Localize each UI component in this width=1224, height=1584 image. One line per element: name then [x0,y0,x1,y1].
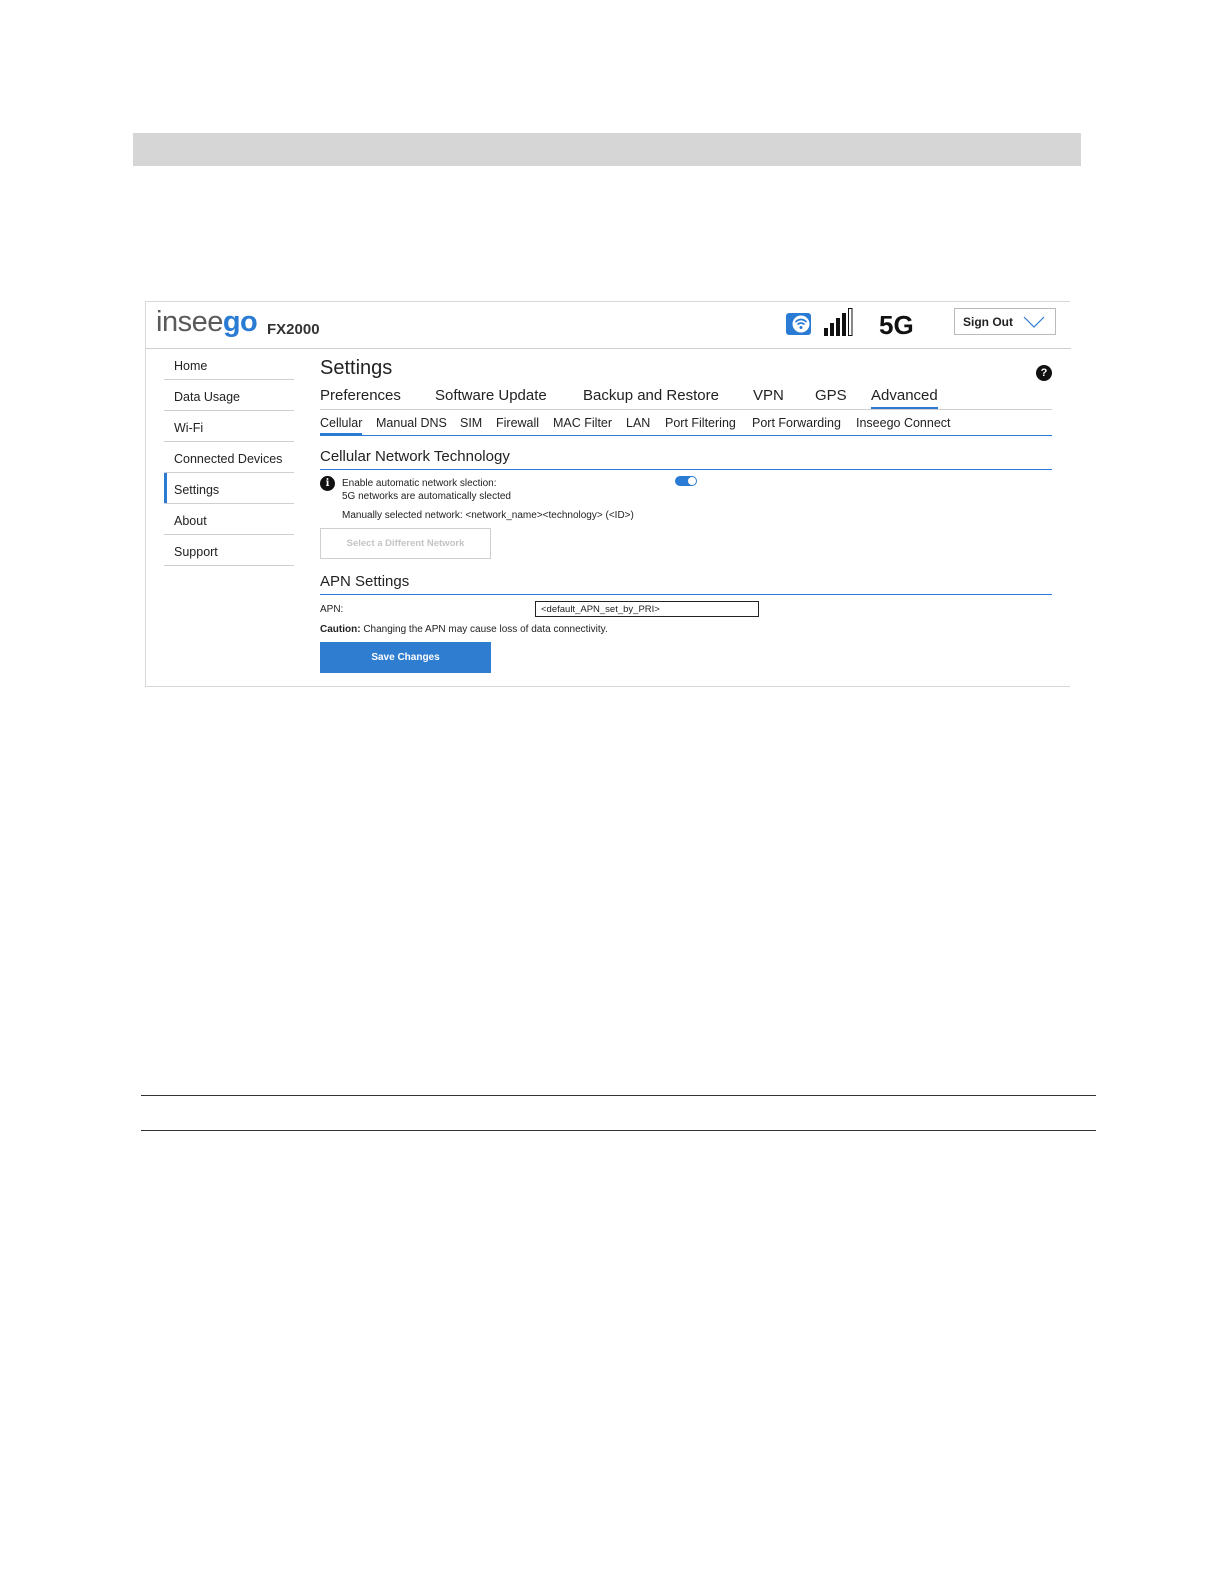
sidebar-item-label: Data Usage [174,390,241,404]
sidebar-item-label: Wi-Fi [174,421,204,435]
signal-strength-icon [824,308,854,336]
header-band [133,133,1081,166]
subtab-inseego-connect[interactable]: Inseego Connect [856,416,951,430]
top-bar [146,302,1071,349]
apn-section-title: APN Settings [320,573,410,590]
inseego-logo: inseego [156,306,258,338]
apn-input[interactable] [535,601,759,617]
network-type-indicator: 5G [879,310,914,340]
cellular-section-title: Cellular Network Technology [320,448,510,465]
auto-selection-label: Enable automatic network slection: [342,478,497,489]
auto-selection-note: 5G networks are automatically slected [342,491,511,502]
tab-preferences[interactable]: Preferences [320,387,401,404]
advanced-subtabs [320,416,1052,436]
tab-software-update[interactable]: Software Update [435,387,547,404]
sidebar-item-connected-devices[interactable] [164,442,294,473]
sidebar-item-wifi[interactable] [164,411,294,442]
caution-text: Changing the APN may cause loss of data connectivity. [360,624,608,635]
subtab-firewall[interactable]: Firewall [496,416,540,430]
wifi-status-icon [786,313,811,335]
device-model: FX2000 [267,321,320,338]
sidebar-item-label: Support [174,545,218,559]
sidebar-item-home[interactable] [164,349,294,380]
select-different-network-button[interactable]: Select a Different Network [320,528,491,559]
subtab-sim[interactable]: SIM [460,416,483,430]
subtab-port-filtering[interactable]: Port Filtering [665,416,736,430]
section-divider [320,594,1052,595]
router-web-ui [145,301,1070,687]
footer-rule-bottom [141,1130,1096,1131]
tab-backup-restore[interactable]: Backup and Restore [583,387,719,404]
subtab-port-forwarding[interactable]: Port Forwarding [752,416,841,430]
apn-label: APN: [320,604,344,615]
manual-network-line: Manually selected network: <network_name><technology> (<ID>) [342,510,634,521]
section-divider [320,469,1052,470]
sidebar-item-label: Home [174,359,208,373]
sidebar-item-label: Connected Devices [174,452,283,466]
sidebar-nav [164,349,294,566]
subtab-lan[interactable]: LAN [626,416,651,430]
tab-advanced[interactable]: Advanced [871,387,938,404]
info-icon: i [320,476,335,491]
help-icon[interactable]: ? [1036,365,1052,381]
caution-label: Caution: [320,624,361,635]
chevron-down-icon [1023,316,1045,328]
subtab-manual-dns[interactable]: Manual DNS [376,416,447,430]
subtab-mac-filter[interactable]: MAC Filter [553,416,613,430]
sidebar-item-label: About [174,514,207,528]
auto-selection-toggle[interactable] [675,476,697,486]
sidebar-item-data-usage[interactable] [164,380,294,411]
sidebar-item-support[interactable] [164,535,294,566]
sign-out-dropdown[interactable] [954,308,1056,335]
subtab-cellular[interactable]: Cellular [320,416,363,430]
settings-tabs [320,387,1052,410]
sidebar-item-settings[interactable] [164,473,294,504]
tab-vpn[interactable]: VPN [753,387,784,404]
page-title: Settings [320,357,393,379]
sidebar-item-label: Settings [174,483,220,497]
tab-gps[interactable]: GPS [815,387,847,404]
apn-caution [320,624,608,635]
sign-out-label: Sign Out [963,315,1013,329]
save-changes-button[interactable]: Save Changes [320,642,491,673]
sidebar-item-about[interactable] [164,504,294,535]
footer-rule-top [141,1095,1096,1096]
